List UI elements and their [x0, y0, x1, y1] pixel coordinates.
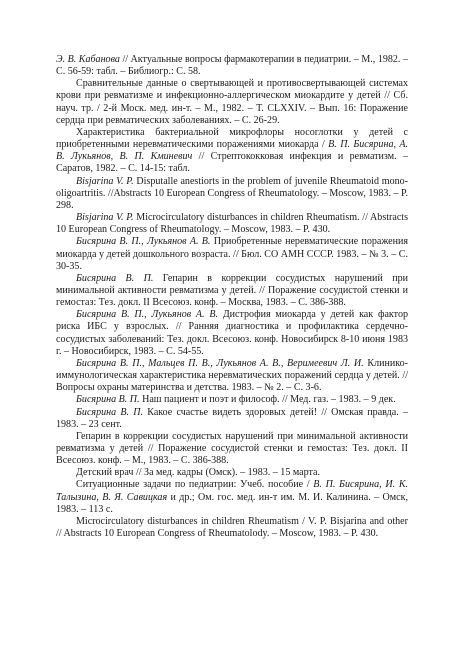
entry-author: Бисярина В. П., Лукьянов А. В. [76, 236, 211, 248]
entry-author: Bisjarina V. P. [76, 212, 134, 224]
bibliography-entry [56, 212, 408, 236]
bibliography-entry [56, 127, 408, 176]
entry-author: Э. В. Кабанова [56, 54, 120, 65]
bibliography-entry [56, 176, 408, 212]
bibliography-page [56, 54, 408, 540]
entry-text: Приобретенные неревматические поражения миокарда у детей дошкольного возраста. // Бюл. СО АМН СССР. 1983. – № 3. – С. 30-35. [56, 236, 409, 272]
bibliography-entry [56, 236, 408, 272]
bibliography-entry [56, 467, 408, 479]
entry-text: Disputalle anestiorts in the problem of juvenile Rheumatoid mono-oligoartritis. //Abstracts 10 European Congress of Rheumatology. – Moscow, 1983. – P. 298. [56, 175, 408, 211]
entry-text: Какое счастье видеть здоровых детей! // Омская правда. –1983. – 23 сент. [56, 406, 408, 430]
bibliography-entry [56, 516, 408, 540]
bibliography-entry [56, 54, 408, 78]
entry-text: Гепарин в коррекции сосудистых нарушений при минимальной активности ревматизма у детей. // Поражение сосудистой стенки и гемостаз: Тез. докл. II Всесоюз. конф. – Москва, 1983. – С. 386-388. [56, 272, 408, 309]
entry-author: Бисярина В. П. [76, 406, 144, 418]
entry-text-tail: и др.; Ом. гос. мед. ин-т им. М. И. Калинина. – Омск, 1983. – 113 с. [56, 491, 408, 515]
entry-author: Бисярина В. П. [76, 272, 154, 284]
bibliography-entry [56, 309, 408, 358]
bibliography-entry [56, 479, 408, 515]
entry-text: Microcirculatory disturbances in children Rheumatism / V. P. Bisjarina and other // Abstracts 10 European Congress of Rheumatolody. – Moscow, 1983. – P. 430. [56, 515, 408, 540]
entry-text: Наш пациент и поэт и философ. // Мед. газ. – 1983. – 9 дек. [139, 394, 396, 406]
entry-text: Сравнительные данные о свертывающей и противосвертывающей системах крови при ревматизме и инфекционно-аллергическом миокардите у детей // Сб. науч. тр. / 2-й Моск. мед. ин-т. – М., 1982. – Т. CLXXIV. – Вып. 16: Поражение сердца при ревматических заболеваниях. – С. 26-29. [56, 78, 408, 126]
bibliography-entry [56, 394, 408, 406]
entry-text: Microcirculatory disturbances in children Rheumatism. // Abstracts 10 European Congress of Rheumatology. – Moscow, 1983. – P. 430. [56, 212, 408, 236]
entry-author: В. П. Бисярина, И. К. Талызина, В. Я. Савицкая [56, 479, 409, 503]
bibliography-entry [56, 358, 408, 394]
entry-text: Детский врач // За мед. кадры (Омск). – 1983. – 15 марта. [76, 467, 320, 479]
entry-text: Характеристика бактериальной микрофлоры носоглотки у детей с приобретенными неревматическими поражениями миокарда / [56, 126, 408, 151]
entry-text-tail: // Стрептококковая инфекция и ревматизм. – Саратов, 1982. – С. 14-15: табл. [56, 151, 408, 175]
entry-text: // Актуальные вопросы фармакотерапии в педиатрии. – М., 1982. – С. 56-59: табл. – Библиогр.: С. 58. [56, 54, 408, 78]
entry-author: Бисярина В. П., Мальцев П. В., Лукьянов А. В., Веримеевич Л. И. [76, 357, 364, 369]
entry-text: Дистрофия миокарда у детей как фактор риска ИБС у взрослых. // Ранняя диагностика и профилактика сердечно-сосудистых заболеваний: Тез. докл. Всесоюз. конф. Новосибирск 8-10 июня 1983 г. – Новосибирск, 1983. – С. 54-55. [56, 309, 408, 357]
entry-text: Ситуационные задачи по педиатрии: Учеб. пособие / [76, 479, 314, 491]
entry-author: Бисярина В. П. [76, 394, 140, 406]
bibliography-entry [56, 273, 408, 309]
entry-text: Гепарин в коррекции сосудистых нарушений при минимальной активности ревматизма у детей // Поражение сосудистой стенки и гемостаз: Тез. докл. II Всесоюз. конф. – М., 1983. – С. 386-388. [56, 430, 408, 467]
bibliography-entry [56, 407, 408, 431]
entry-author: В. П. Бисярина, А. В. Лукьянов, В. П. Кминевич [56, 139, 408, 163]
entry-text: Клинико-иммунологическая характеристика неревматических поражений сердца у детей. // Вопросы охраны материнства и детства. 1983. – № 2. – С. 3-6. [56, 357, 408, 394]
entry-author: Бисярина В. П., Лукьянов А. В. [76, 309, 219, 321]
bibliography-entry [56, 431, 408, 467]
bibliography-entry [56, 78, 408, 127]
entry-author: Bisjarina V. P. [76, 175, 134, 187]
